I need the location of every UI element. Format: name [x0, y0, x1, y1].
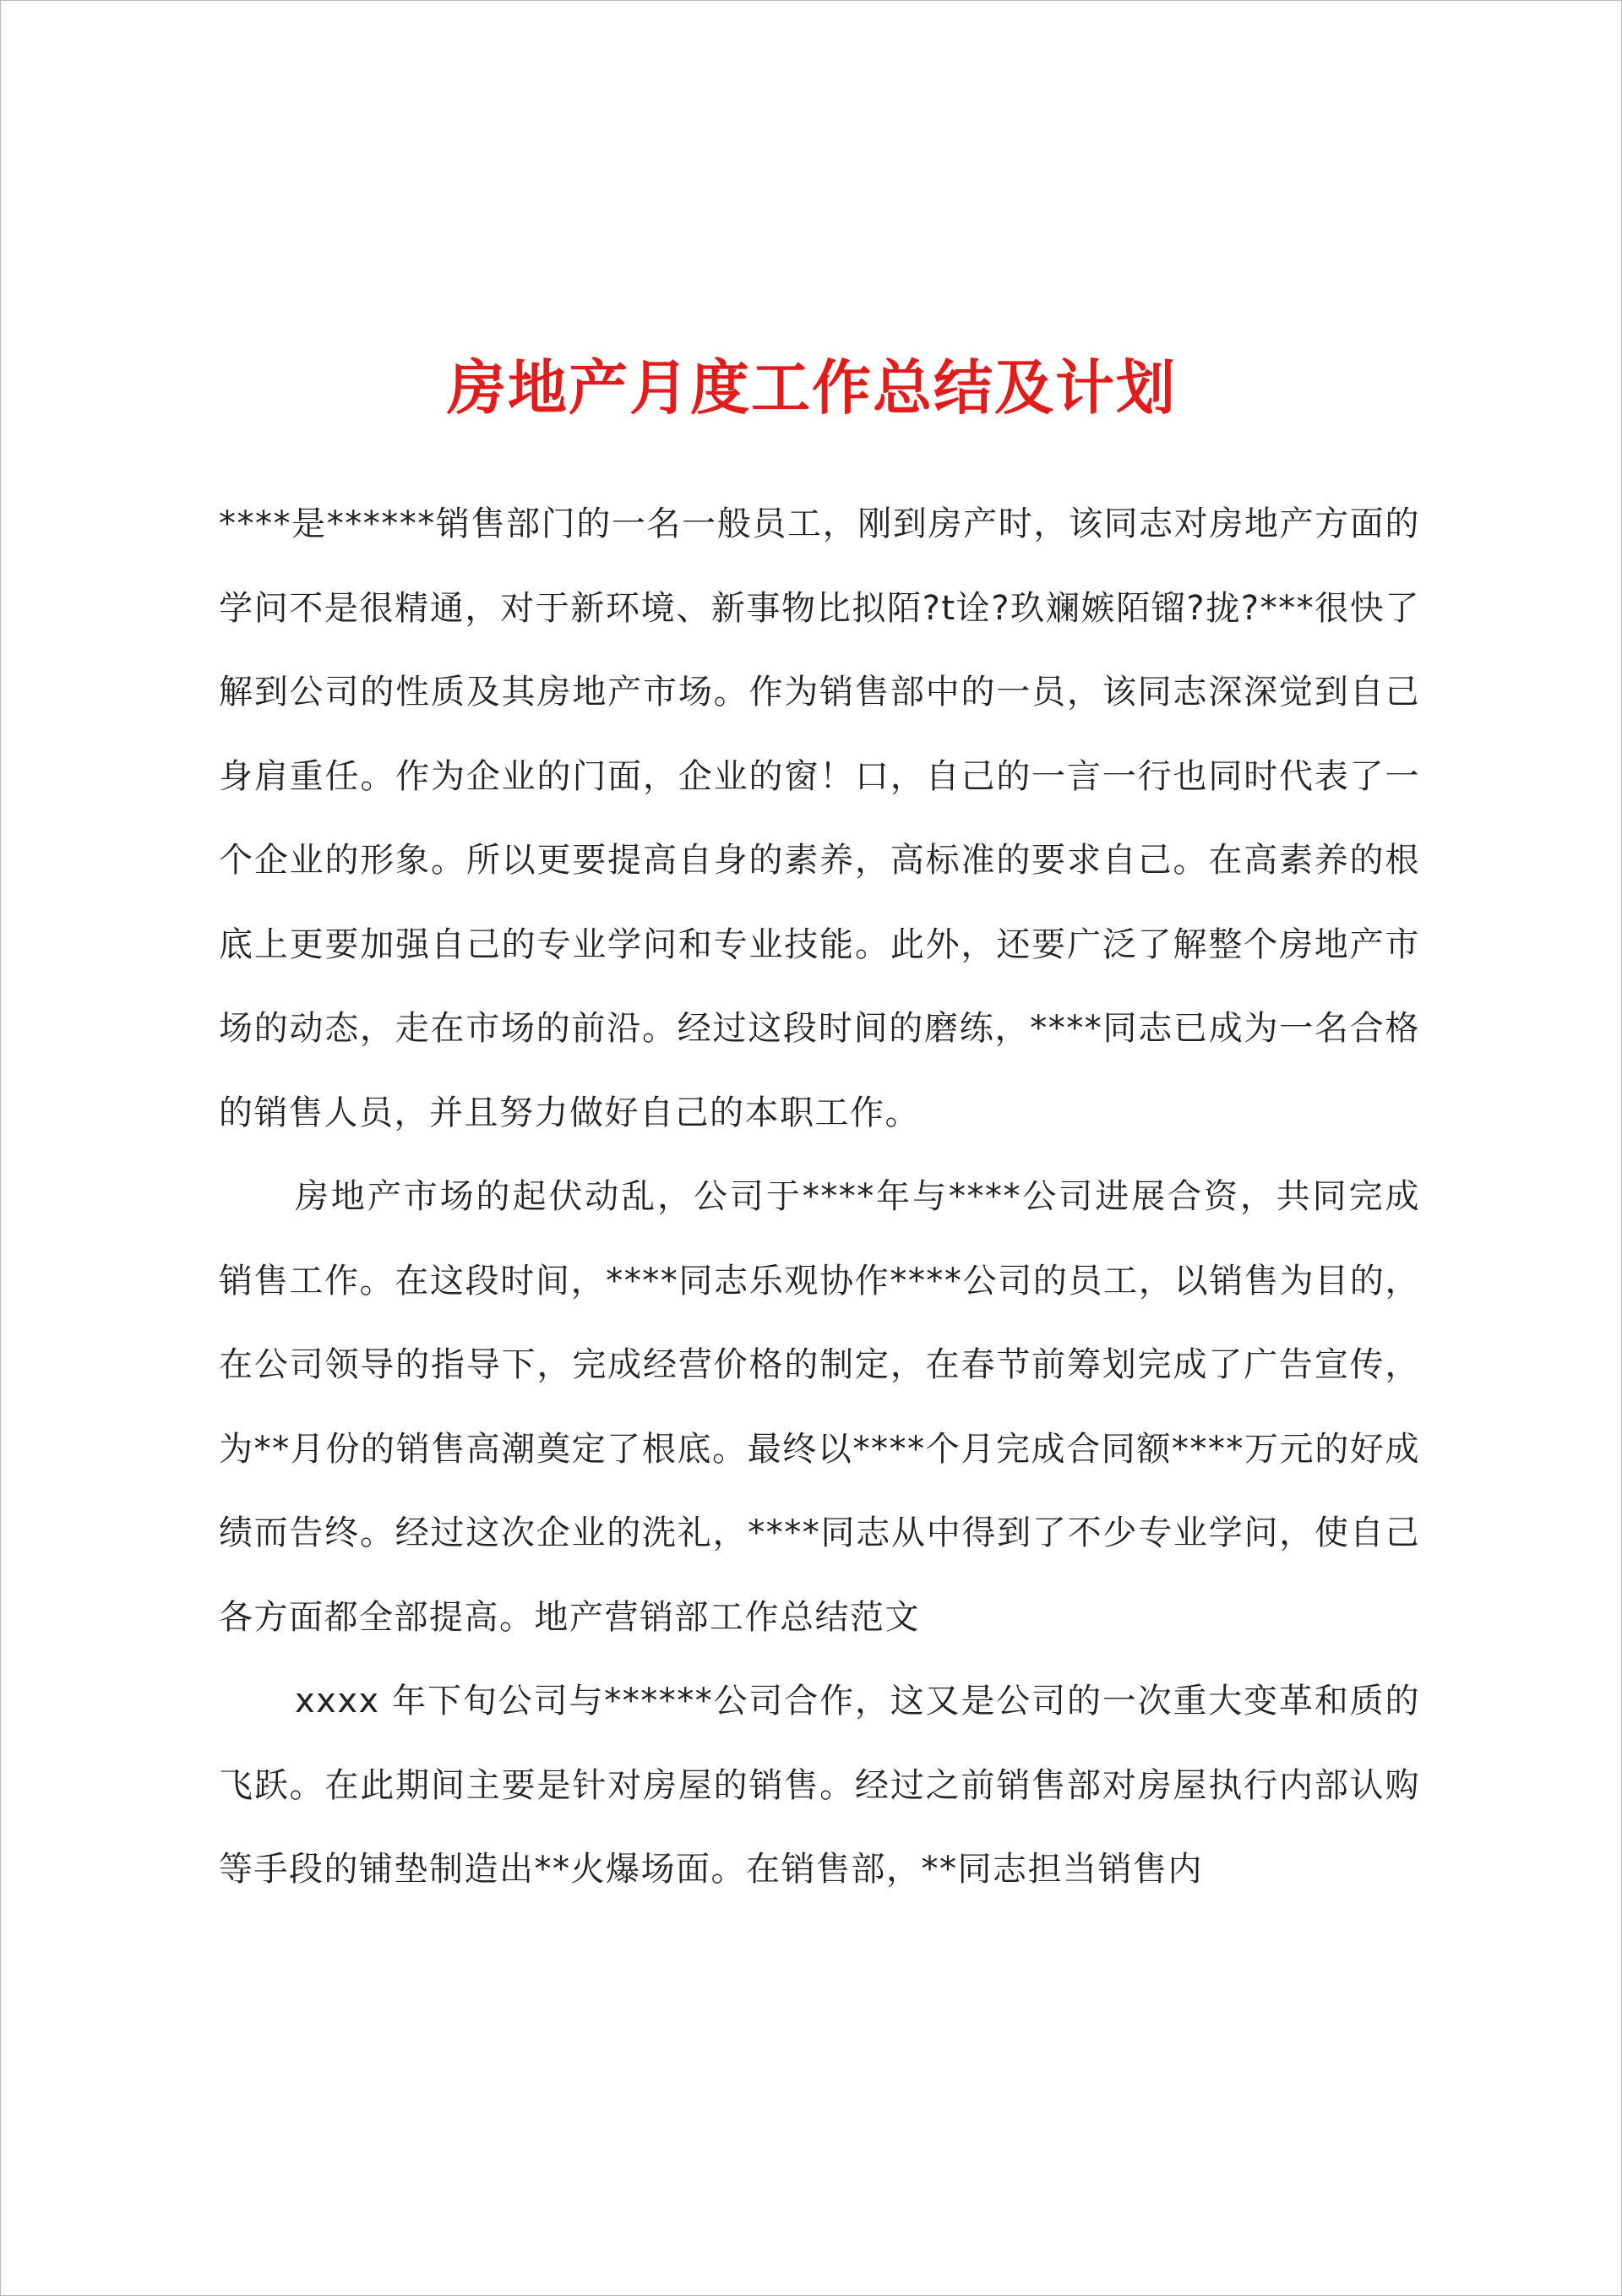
paragraph-3: xxxx 年下旬公司与******公司合作，这又是公司的一次重大变革和质的飞跃。在此期间主要是针对房屋的销售。经过之前销售部对房屋执行内部认购等手段的铺垫制造出**火爆场面。在销售部，**同志担当销售内	[219, 1682, 1420, 1889]
document-title: 房地产月度工作总结及计划	[447, 352, 1177, 423]
paragraph-2: 房地产市场的起伏动乱，公司于****年与****公司进展合资，共同完成销售工作。在这段时间，****同志乐观协作****公司的员工，以销售为目的，在公司领导的指导下，完成经营价格的制定，在春节前筹划完成了广告宣传，为**月份的销售高潮奠定了根底。最终以****个月完成合同额****万元的好成绩而告终。经过这次企业的洗礼，****同志从中得到了不少专业学问，使自己各方面都全部提高。地产营销部工作总结范文	[219, 1177, 1420, 1637]
paragraph-1: ****是******销售部门的一名一般员工，刚到房产时，该同志对房地产方面的学问不是很精通，对于新环境、新事物比拟陌?t诠?玖斓嫉陌镏?拢?***很快了解到公司的性质及其房地产市场。作为销售部中的一员，该同志深深觉到自己身肩重任。作为企业的门面，企业的窗！口，自己的一言一行也同时代表了一个企业的形象。所以更要提高自身的素养，高标准的要求自己。在高素养的根底上更要加强自己的专业学问和专业技能。此外，还要广泛了解整个房地产市场的动态，走在市场的前沿。经过这段时间的磨练，****同志已成为一名合格的销售人员，并且努力做好自己的本职工作。	[219, 504, 1420, 1132]
document-body	[219, 483, 1420, 1912]
